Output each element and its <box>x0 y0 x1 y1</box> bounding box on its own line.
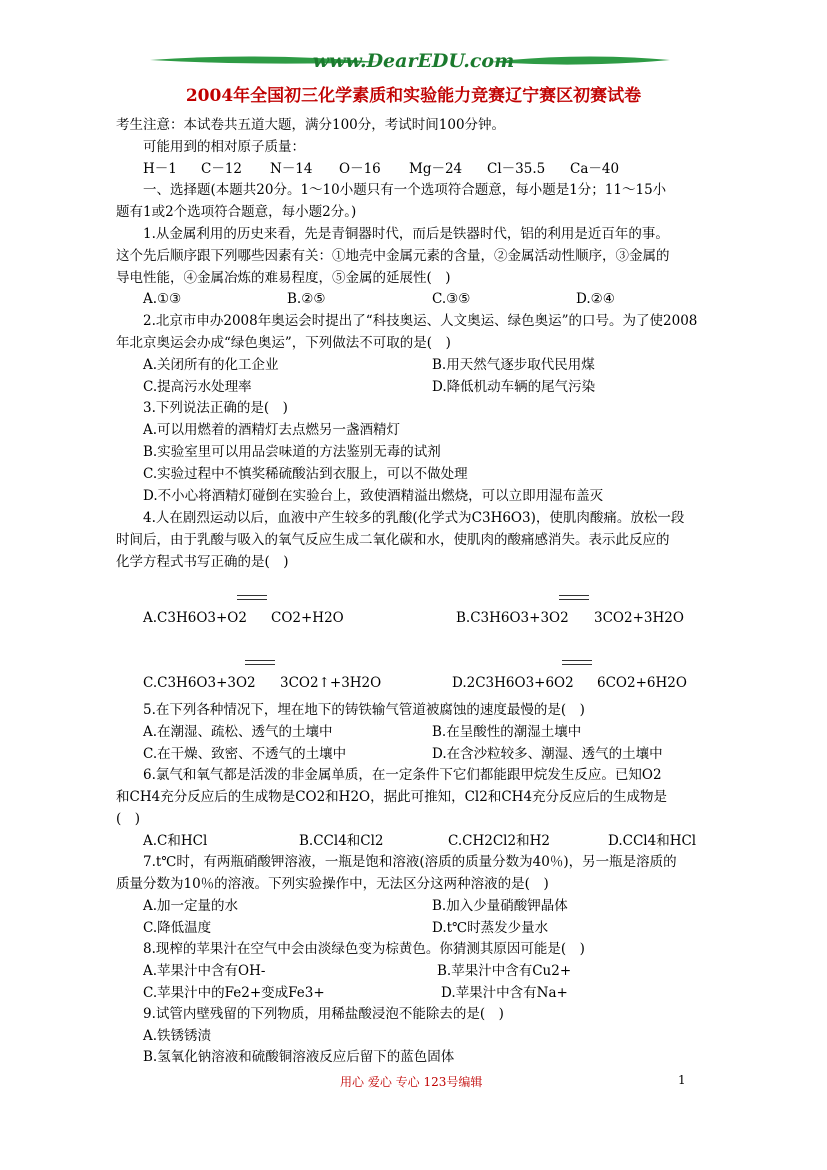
text-line: A.铁锈锈渍 <box>143 1028 212 1044</box>
equation-equals-sign <box>562 660 592 665</box>
answer-option: B.CCl4和Cl2 <box>299 833 384 849</box>
text-line: 时间后，由于乳酸与吸入的氧气反应生成二氧化碳和水，使肌肉的酸痛感消失。表示此反应的 <box>116 532 670 548</box>
text-line: ( ) <box>116 811 141 827</box>
equation-equals-sign <box>245 660 275 665</box>
text-line: 一、选择题(本题共20分。1～10小题只有一个选项符合题意，每小题是1分；11～15小 <box>143 182 667 198</box>
atomic-mass-item: Ca－40 <box>570 161 620 177</box>
text-line: A.可以用燃着的酒精灯去点燃另一盏酒精灯 <box>143 422 401 438</box>
equation-part: 6CO2+6H2O <box>597 675 687 691</box>
answer-option: A.关闭所有的化工企业 <box>143 357 279 373</box>
text-line: 这个先后顺序跟下列哪些因素有关：①地壳中金属元素的含量，②金属活动性顺序，③金属的 <box>116 248 670 264</box>
exam-title: 2004年全国初三化学素质和实验能力竞赛辽宁赛区初赛试卷 <box>185 86 642 106</box>
atomic-mass-item: C－12 <box>201 161 243 177</box>
equation-part: CO2+H2O <box>271 610 344 626</box>
answer-option: D.降低机动车辆的尾气污染 <box>432 379 596 395</box>
equation-part: D.2C3H6O3+6O2 <box>452 675 574 691</box>
answer-option: C.降低温度 <box>143 920 212 936</box>
text-line: 8.现榨的苹果汁在空气中会由淡绿色变为棕黄色。你猜测其原因可能是( ) <box>143 941 585 957</box>
text-line: 6.氯气和氧气都是活泼的非金属单质，在一定条件下它们都能跟甲烷发生反应。已知O2 <box>143 767 662 783</box>
answer-option: C.③⑤ <box>432 291 471 307</box>
atomic-mass-item: Mg－24 <box>409 161 463 177</box>
text-line: 1.从金属利用的历史来看，先是青铜器时代，而后是铁器时代，铝的利用是近百年的事。 <box>143 226 669 242</box>
text-line: B.氢氧化钠溶液和硫酸铜溶液反应后留下的蓝色固体 <box>143 1049 455 1065</box>
site-name[interactable]: www.DearEDU.com <box>312 50 515 72</box>
equation-equals-sign <box>237 595 267 600</box>
equation-equals-sign <box>559 595 589 600</box>
atomic-mass-item: N－14 <box>270 161 313 177</box>
text-line: 4.人在剧烈运动以后，血液中产生较多的乳酸(化学式为C3H6O3)，使肌肉酸痛。放松一段 <box>143 510 685 526</box>
answer-option: C.苹果汁中的Fe2+变成Fe3+ <box>143 985 325 1001</box>
text-line: 和CH4充分反应后的生成物是CO2和H2O，据此可推知，Cl2和CH4充分反应后的生成物是 <box>116 789 668 805</box>
text-line: 考生注意：本试卷共五道大题，满分100分，考试时间100分钟。 <box>116 117 506 133</box>
text-line: B.实验室里可以用品尝味道的方法鉴别无毒的试剂 <box>143 444 441 460</box>
answer-option: B.用天然气逐步取代民用煤 <box>432 357 595 373</box>
text-line: 7.t℃时，有两瓶硝酸钾溶液，一瓶是饱和溶液(溶质的质量分数为40％)，另一瓶是溶质的 <box>143 854 677 870</box>
answer-option: A.在潮湿、疏松、透气的土壤中 <box>143 724 333 740</box>
equation-part: 3CO2+3H2O <box>594 610 684 626</box>
answer-option: B.②⑤ <box>287 291 326 307</box>
text-line: 可能用到的相对原子质量： <box>143 139 305 155</box>
text-line: 年北京奥运会办成“绿色奥运”，下列做法不可取的是( ) <box>116 335 451 351</box>
text-line: D.不小心将酒精灯碰倒在实验台上，致使酒精溢出燃烧，可以立即用湿布盖灭 <box>143 488 604 504</box>
answer-option: D.在含沙粒较多、潮湿、透气的土壤中 <box>432 746 663 762</box>
atomic-mass-item: Cl－35.5 <box>487 161 546 177</box>
answer-option: B.在呈酸性的潮湿土壤中 <box>432 724 582 740</box>
text-line: 导电性能，④金属冶炼的难易程度，⑤金属的延展性( ) <box>116 270 451 286</box>
answer-option: D.②④ <box>576 291 615 307</box>
text-line: 3.下列说法正确的是( ) <box>143 400 288 416</box>
answer-option: B.加入少量硝酸钾晶体 <box>432 898 568 914</box>
text-line: 9.试管内壁残留的下列物质，用稀盐酸浸泡不能除去的是( ) <box>143 1006 504 1022</box>
atomic-mass-item: H－1 <box>143 161 177 177</box>
text-line: 2.北京市申办2008年奥运会时提出了“科技奥运、人文奥运、绿色奥运”的口号。为了使2008 <box>143 313 698 329</box>
answer-option: A.①③ <box>143 291 182 307</box>
text-line: C.实验过程中不慎奖稀硫酸沾到衣服上，可以不做处理 <box>143 466 468 482</box>
answer-option: B.苹果汁中含有Cu2+ <box>437 963 572 979</box>
answer-option: C.CH2Cl2和H2 <box>448 833 550 849</box>
answer-option: D.CCl4和HCl <box>608 833 697 849</box>
equation-part: B.C3H6O3+3O2 <box>456 610 569 626</box>
answer-option: C.在干燥、致密、不透气的土壤中 <box>143 746 347 762</box>
equation-part: 3CO2↑+3H2O <box>280 675 382 691</box>
answer-option: A.C和HCl <box>143 833 208 849</box>
footer-note: 用心 爱心 专心 123号编辑 <box>340 1075 483 1089</box>
atomic-mass-item: O－16 <box>339 161 381 177</box>
text-line: 5.在下列各种情况下，埋在地下的铸铁输气管道被腐蚀的速度最慢的是( ) <box>143 702 585 718</box>
text-line: 题有1或2个选项符合题意，每小题2分。) <box>116 204 357 220</box>
answer-option: A.加一定量的水 <box>143 898 239 914</box>
text-line: 质量分数为10％的溶液。下列实验操作中，无法区分这两种溶液的是( ) <box>116 876 549 892</box>
answer-option: D.苹果汁中含有Na+ <box>441 985 568 1001</box>
page-number: 1 <box>678 1073 686 1087</box>
answer-option: D.t℃时蒸发少量水 <box>432 920 549 936</box>
answer-option: A.苹果汁中含有OH- <box>143 963 266 979</box>
equation-part: A.C3H6O3+O2 <box>143 610 247 626</box>
text-line: 化学方程式书写正确的是( ) <box>116 554 289 570</box>
equation-part: C.C3H6O3+3O2 <box>143 675 256 691</box>
answer-option: C.提高污水处理率 <box>143 379 252 395</box>
